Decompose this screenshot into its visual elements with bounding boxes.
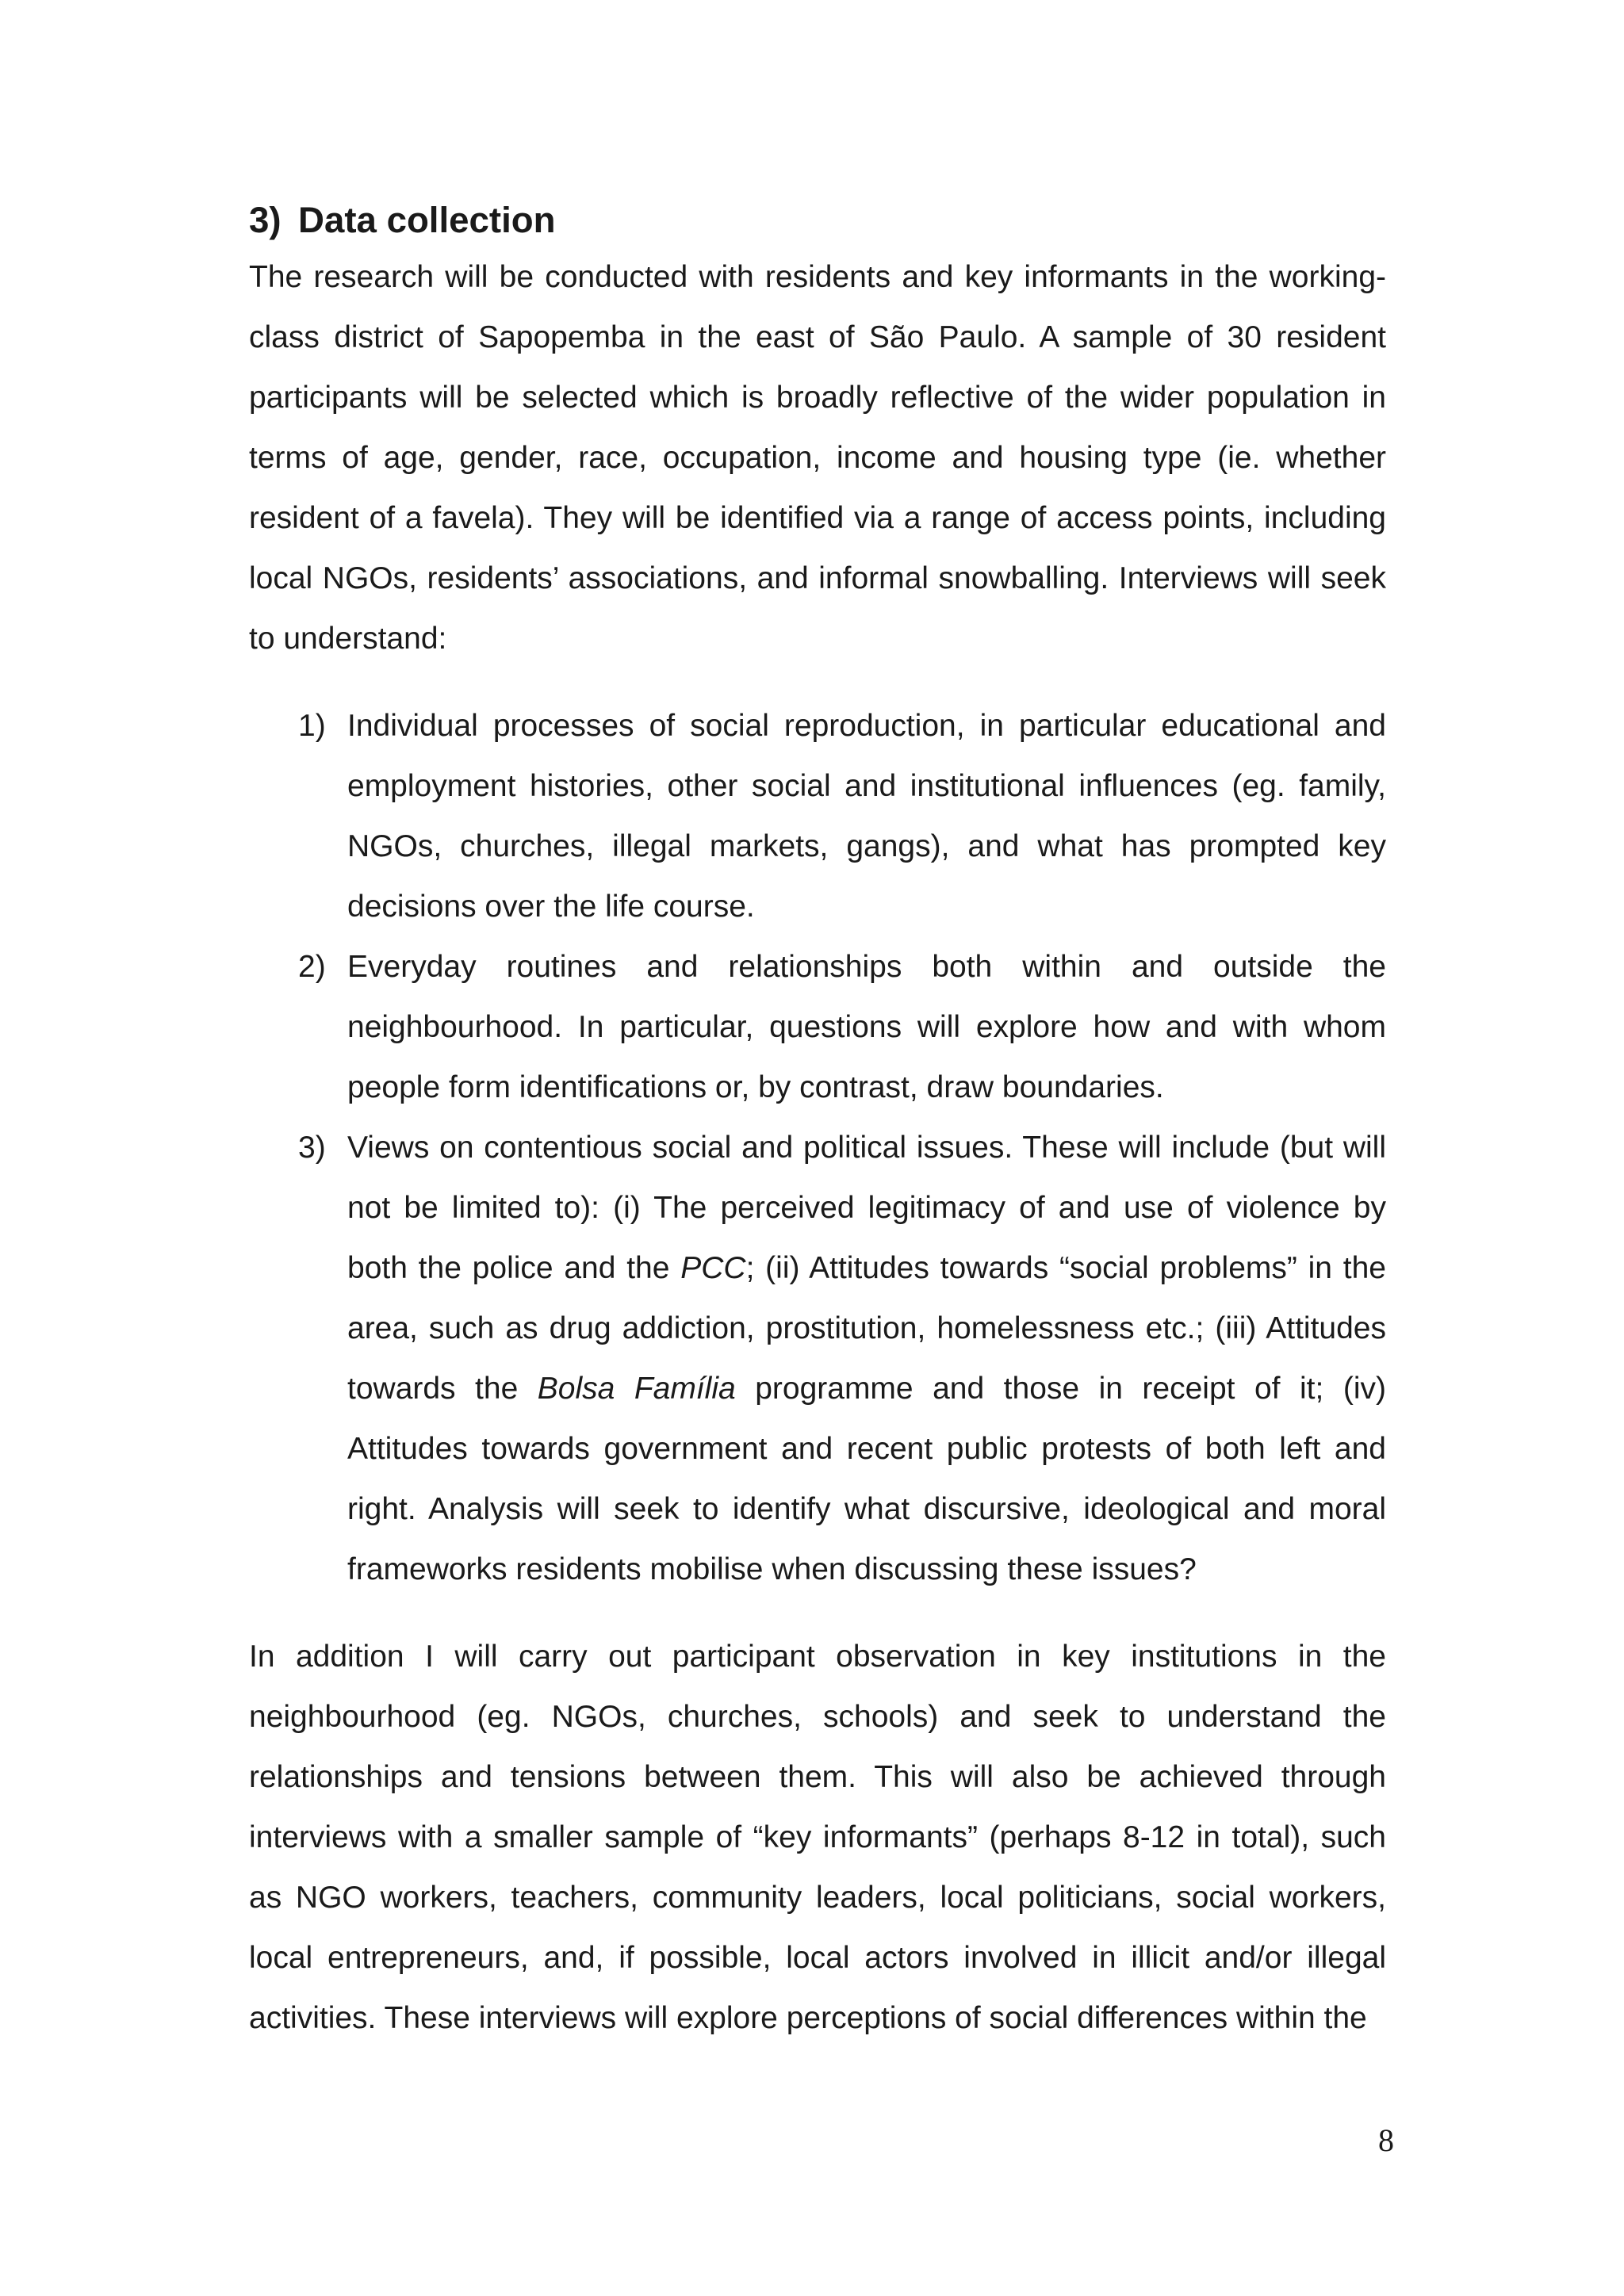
section-title: Data collection (298, 200, 556, 240)
page-number: 8 (1378, 2122, 1394, 2158)
section-heading (249, 197, 1386, 244)
list-item-text: Everyday routines and relationships both within and outside the neighbourhood. In particular, questions will explore how and with whom people form identifications or, by contrast, draw boundaries. (347, 950, 1386, 1104)
page-content (249, 197, 1386, 2049)
list-item-text: Individual processes of social reproduction, in particular educational and employment histories, other social and institutional influences (eg. family, NGOs, churches, illegal markets, gangs), and what has prompted key decisions over the life course. (347, 709, 1386, 924)
intro-paragraph: The research will be conducted with residents and key informants in the working-class district of Sapopemba in the east of São Paulo. A sample of 30 resident participants will be selected which is broadly reflective of the wider population in terms of age, gender, race, occupation, income and housing type (ie. whether resident of a favela). They will be identified via a range of access points, including local NGOs, residents’ associations, and informal snowballing. Interviews will seek to understand: (249, 260, 1386, 656)
list-item-marker: 3) (298, 1131, 326, 1165)
pcc-italic: PCC (680, 1251, 746, 1285)
list-item-text-part: ; (ii) Attitudes towards “social problems” in the area, such as drug addiction, prostitution, homelessness etc.; (iii) Attitudes towards the (347, 1251, 1386, 1406)
list-item (249, 696, 1386, 937)
list-item-text (347, 1118, 1386, 1600)
bolsa-familia-italic: Bolsa Família (537, 1372, 736, 1406)
list-item (249, 937, 1386, 1118)
closing-paragraph: In addition I will carry out participant observation in key institutions in the neighbourhood (eg. NGOs, churches, schools) and seek to understand the relationships and tensions between them. This will also be achieved through interviews with a smaller sample of “key informants” (perhaps 8-12 in total), such as NGO workers, teachers, community leaders, local politicians, social workers, local entrepreneurs, and, if possible, local actors involved in illicit and/or illegal activities. These interviews will explore perceptions of social differences within the (249, 1640, 1386, 2035)
list-item-marker: 2) (298, 950, 326, 984)
interview-topics-list (249, 696, 1386, 1600)
list-item (249, 1118, 1386, 1600)
list-item-marker: 1) (298, 709, 326, 743)
list-item-text-part: programme and those in receipt of it; (iv) Attitudes towards government and recent public protests of both left and right. Analysis will seek to identify what discursive, ideological and moral frameworks residents mobilise when discussing these issues? (347, 1372, 1386, 1586)
list-item-text-part: Views on contentious social and political issues. These will include (but will not be limited to): (i) The perceived legitimacy of and use of violence by both the police and the (347, 1131, 1386, 1285)
section-number: 3) (249, 200, 282, 240)
